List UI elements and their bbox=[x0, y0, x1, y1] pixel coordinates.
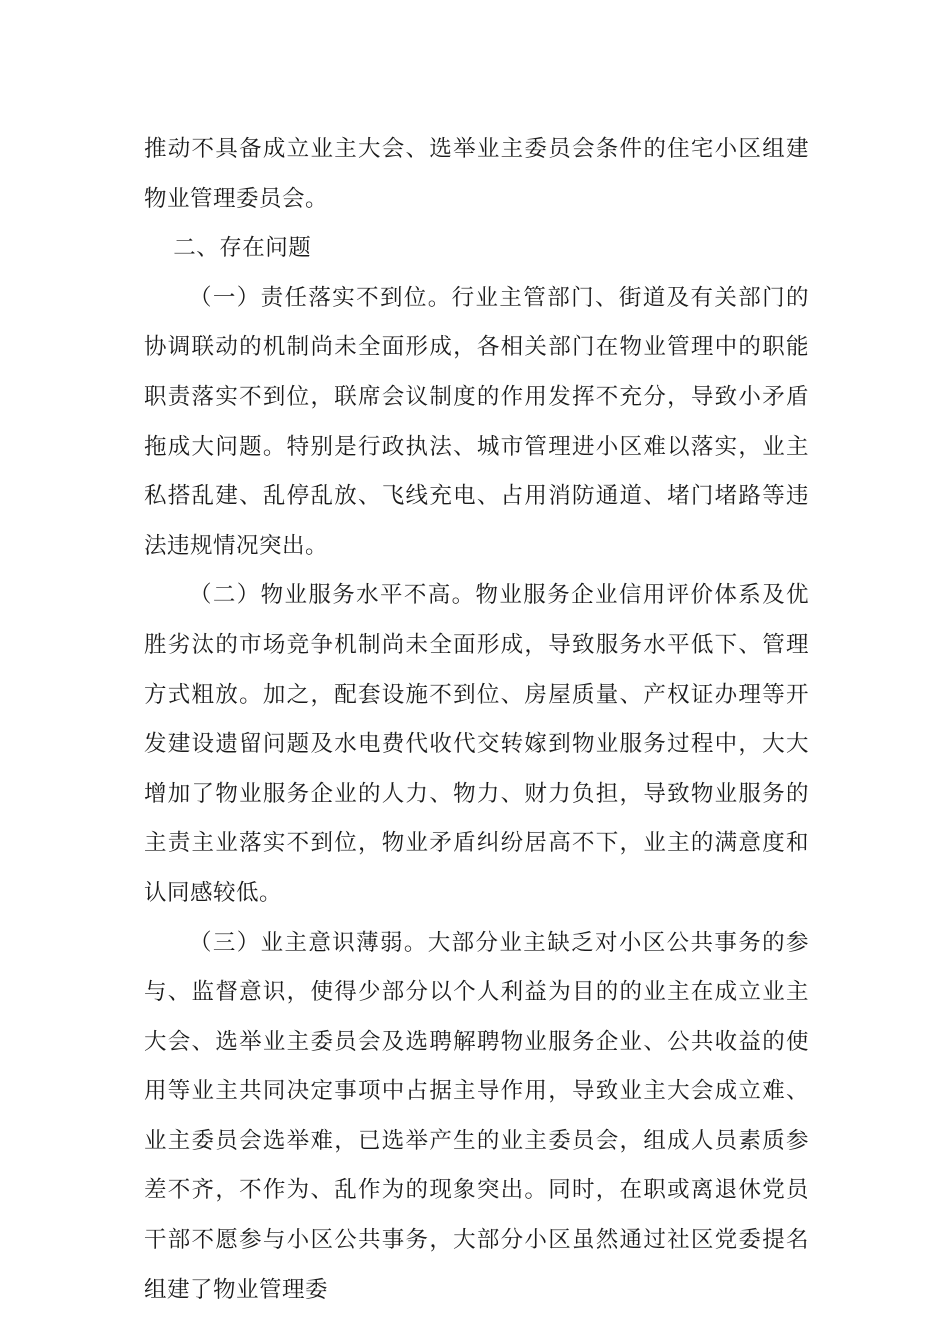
paragraph-problem-3: （三）业主意识薄弱。大部分业主缺乏对小区公共事务的参与、监督意识，使得少部分以个人利益为目的的业主在成立业主大会、选举业主委员会及选聘解聘物业服务企业、公共收益的使用等业主共同决定事项中占据主导作用，导致业主大会成立难、业主委员会选举难，已选举产生的业主委员会，组成人员素质参差不齐，不作为、乱作为的现象突出。同时，在职或离退休党员干部不愿参与小区公共事务，大部分小区虽然通过社区党委提名组建了物业管理委 bbox=[144, 929, 809, 1303]
paragraph-continuation: 推动不具备成立业主大会、选举业主委员会条件的住宅小区组建物业管理委员会。 bbox=[144, 136, 809, 212]
paragraph-problem-1: （一）责任落实不到位。行业主管部门、街道及有关部门的协调联动的机制尚未全面形成，各相关部门在物业管理中的职能职责落实不到位，联席会议制度的作用发挥不充分，导致小矛盾拖成大问题。特别是行政执法、城市管理进小区难以落实，业主私搭乱建、乱停乱放、飞线充电、占用消防通道、堵门堵路等违法违规情况突出。 bbox=[144, 284, 809, 559]
section-heading-problems: 二、存在问题 bbox=[173, 235, 312, 262]
document-body bbox=[144, 125, 809, 1315]
paragraph-problem-2: （二）物业服务水平不高。物业服务企业信用评价体系及优胜劣汰的市场竞争机制尚未全面形成，导致服务水平低下、管理方式粗放。加之，配套设施不到位、房屋质量、产权证办理等开发建设遗留问题及水电费代收代交转嫁到物业服务过程中，大大增加了物业服务企业的人力、物力、财力负担，导致物业服务的主责主业落实不到位，物业矛盾纠纷居高不下，业主的满意度和认同感较低。 bbox=[144, 582, 809, 906]
